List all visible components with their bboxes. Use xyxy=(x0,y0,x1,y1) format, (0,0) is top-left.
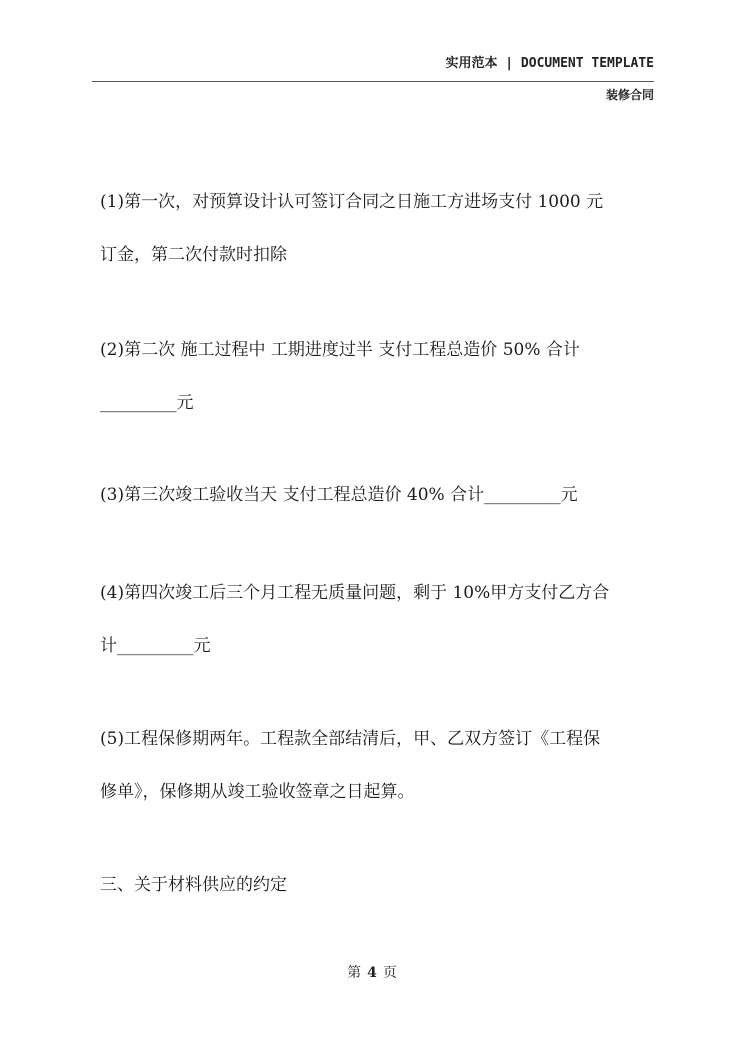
paragraph-line: 计_________元 xyxy=(100,636,211,656)
paragraph-line: (3)第三次竣工验收当天 支付工程总造价 40% 合计_________元 xyxy=(100,485,578,505)
header-subtitle: 装修合同 xyxy=(605,88,654,102)
payment-clause-4 xyxy=(100,567,660,673)
page-number: 4 xyxy=(367,965,377,981)
header-divider xyxy=(92,81,654,82)
paragraph-line: 订金，第二次付款时扣除 xyxy=(100,245,287,265)
payment-clause-2 xyxy=(100,324,660,430)
paragraph-line: 三、关于材料供应的约定 xyxy=(100,875,287,895)
page-footer xyxy=(0,962,744,982)
footer-prefix: 第 xyxy=(347,965,362,981)
paragraph-line: _________元 xyxy=(100,393,194,413)
warranty-clause-5 xyxy=(100,713,660,819)
payment-clause-1 xyxy=(100,176,660,282)
paragraph-line: (1)第一次，对预算设计认可签订合同之日施工方进场支付 1000 元 xyxy=(100,192,604,212)
section-heading-materials xyxy=(100,859,660,912)
paragraph-line: 修单》，保修期从竣工验收签章之日起算。 xyxy=(100,782,415,802)
paragraph-line: (5)工程保修期两年。工程款全部结清后，甲、乙双方签订《工程保 xyxy=(100,729,601,749)
footer-suffix: 页 xyxy=(382,965,397,981)
paragraph-line: (2)第二次 施工过程中 工期进度过半 支付工程总造价 50% 合计 xyxy=(100,340,580,360)
header-title: 实用范本 | DOCUMENT TEMPLATE xyxy=(445,56,654,71)
paragraph-line: (4)第四次竣工后三个月工程无质量问题，剩于 10%甲方支付乙方合 xyxy=(100,583,610,603)
payment-clause-3 xyxy=(100,469,660,522)
